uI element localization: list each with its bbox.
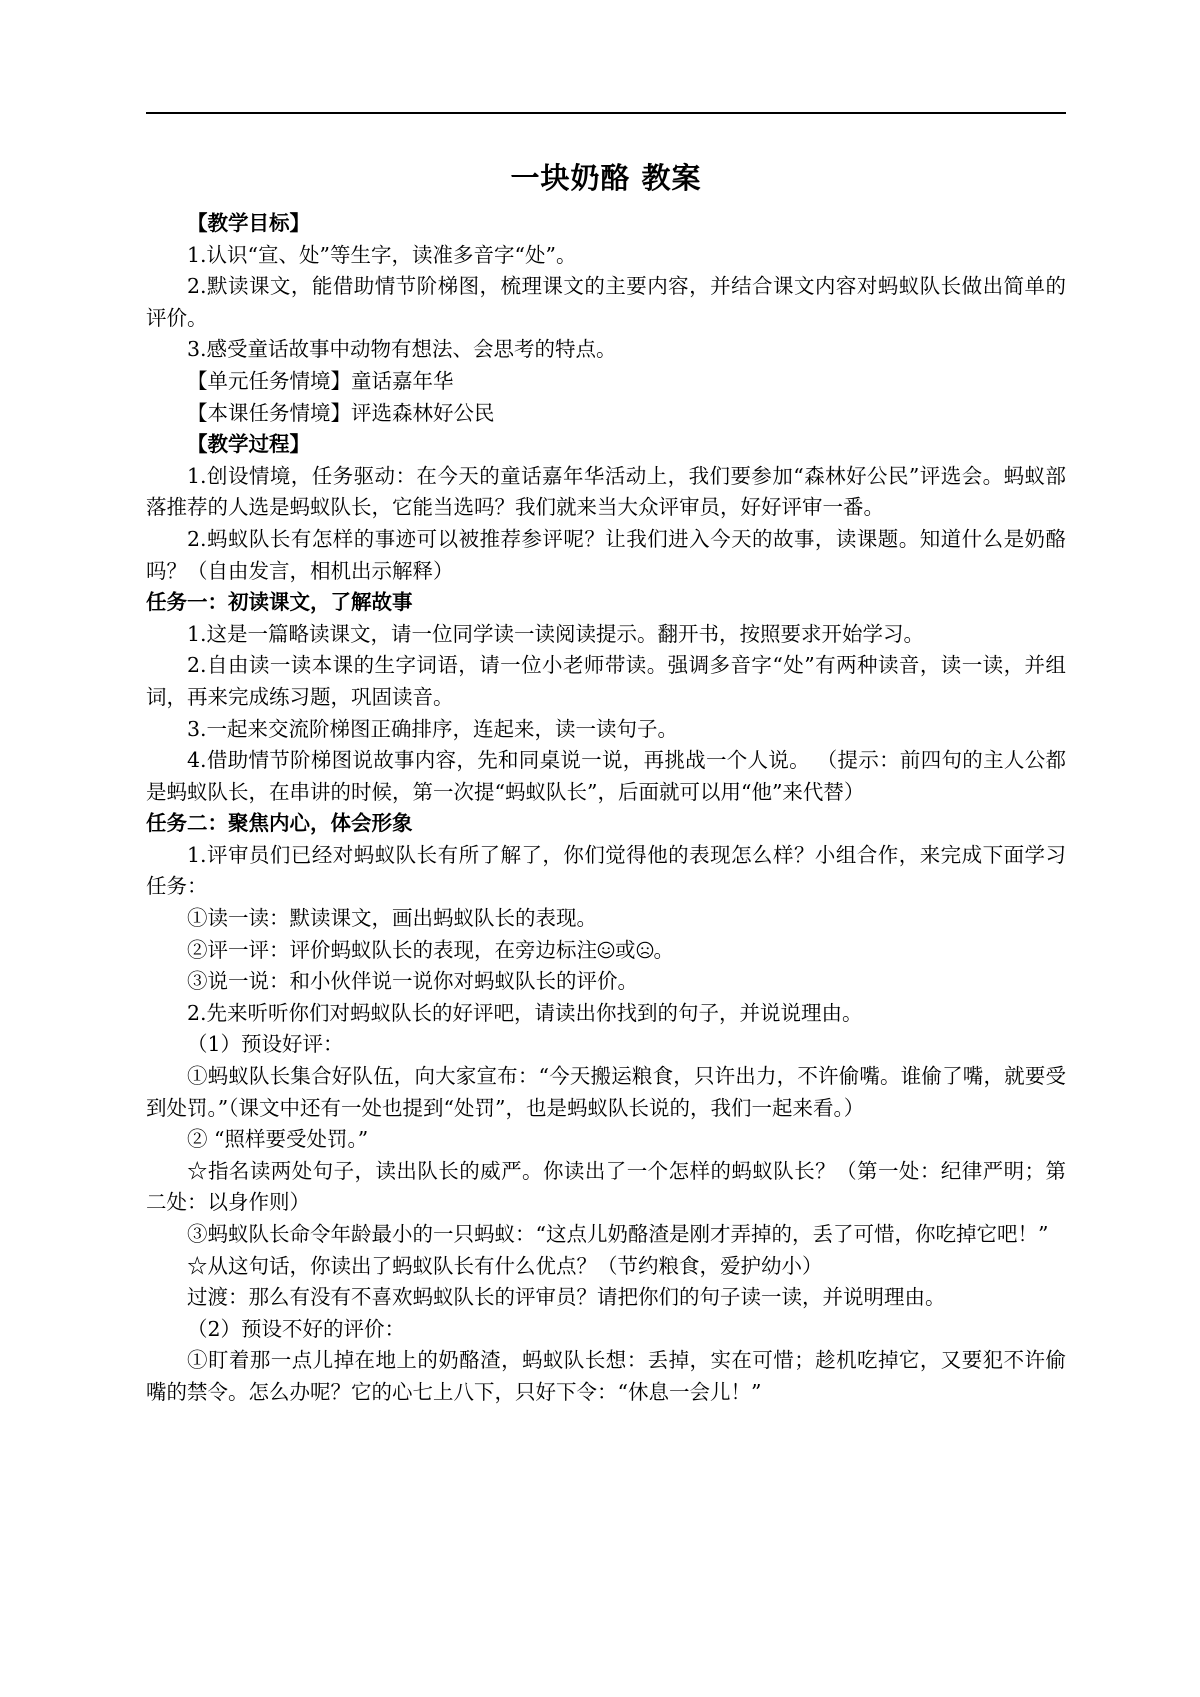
rating-paragraph xyxy=(146,935,1066,967)
paragraph: ☆从这句话，你读出了蚂蚁队长有什么优点？（节约粮食，爱护幼小） xyxy=(187,1253,823,1278)
paragraph: 1.这是一篇略读课文，请一位同学读一读阅读提示。翻开书，按照要求开始学习。 xyxy=(187,621,925,646)
section-heading-process: 【教学过程】 xyxy=(187,432,310,457)
sad-face-icon xyxy=(636,941,654,959)
paragraph: ①读一读：默读课文，画出蚂蚁队长的表现。 xyxy=(187,906,597,931)
smile-face-icon xyxy=(597,941,615,959)
rating-text-middle: 或 xyxy=(615,937,636,962)
paragraph: ①蚂蚁队长集合好队伍，向大家宣布：“今天搬运粮食，只许出力，不许偷嘴。谁偷了嘴，就要受到处罚。”（课文中还有一处也提到“处罚”，也是蚂蚁队长说的，我们一起来看。） xyxy=(146,1064,1066,1120)
paragraph: 2.先来听听你们对蚂蚁队长的好评吧，请读出你找到的句子，并说说理由。 xyxy=(187,1000,863,1025)
page-title: 一块奶酪 教案 xyxy=(510,161,702,195)
paragraph: ② “照样要受处罚。” xyxy=(187,1127,369,1152)
paragraph: 2.默读课文，能借助情节阶梯图，梳理课文的主要内容，并结合课文内容对蚂蚁队长做出简单的评价。 xyxy=(146,274,1066,330)
task-heading-2: 任务二：聚焦内心，体会形象 xyxy=(146,811,413,836)
paragraph: 1.创设情境，任务驱动：在今天的童话嘉年华活动上，我们要参加“森林好公民”评选会。蚂蚁部落推荐的人选是蚂蚁队长，它能当选吗？我们就来当大众评审员，好好评审一番。 xyxy=(146,463,1066,520)
paragraph: 过渡：那么有没有不喜欢蚂蚁队长的评审员？请把你们的句子读一读，并说明理由。 xyxy=(187,1285,946,1310)
paragraph: ①盯着那一点儿掉在地上的奶酪渣，蚂蚁队长想：丢掉，实在可惜；趁机吃掉它，又要犯不许偷嘴的禁令。怎么办呢？它的心七上八下，只好下令：“休息一会儿！” xyxy=(146,1348,1066,1404)
paragraph: 【单元任务情境】童话嘉年华 xyxy=(187,368,454,393)
paragraph: （2）预设不好的评价： xyxy=(187,1316,406,1341)
paragraph: 2.自由读一读本课的生字词语，请一位小老师带读。强调多音字“处”有两种读音，读一读，并组词，再来完成练习题，巩固读音。 xyxy=(146,653,1066,709)
section-heading-objectives: 【教学目标】 xyxy=(187,211,310,235)
paragraph: 2.蚂蚁队长有怎样的事迹可以被推荐参评呢？让我们进入今天的故事，读课题。知道什么是奶酪吗？（自由发言，相机出示解释） xyxy=(146,526,1066,583)
paragraph: 1.评审员们已经对蚂蚁队长有所了解了，你们觉得他的表现怎么样？小组合作，来完成下面学习任务： xyxy=(146,842,1066,899)
paragraph: ③蚂蚁队长命令年龄最小的一只蚂蚁：“这点儿奶酪渣是刚才弄掉的，丢了可惜，你吃掉它吧！” xyxy=(187,1222,1049,1246)
document-body xyxy=(146,208,1066,1409)
rating-text-after: 。 xyxy=(653,937,674,962)
paragraph: 3.感受童话故事中动物有想法、会思考的特点。 xyxy=(187,337,617,362)
paragraph: ③说一说：和小伙伴说一说你对蚂蚁队长的评价。 xyxy=(187,969,638,994)
paragraph: 1.认识“宣、处”等生字，读准多音字“处”。 xyxy=(187,242,577,267)
paragraph: 【本课任务情境】评选森林好公民 xyxy=(187,400,495,425)
paragraph: 4.借助情节阶梯图说故事内容，先和同桌说一说，再挑战一个人说。 （提示：前四句的主人公都是蚂蚁队长，在串讲的时候，第一次提“蚂蚁队长”，后面就可以用“他”来代替） xyxy=(146,748,1066,804)
paragraph: ☆指名读两处句子，读出队长的威严。你读出了一个怎样的蚂蚁队长？（第一处：纪律严明；第二处：以身作则） xyxy=(146,1158,1066,1215)
rating-text-before: ②评一评：评价蚂蚁队长的表现，在旁边标注 xyxy=(187,937,597,962)
paragraph: （1）预设好评： xyxy=(187,1032,344,1057)
task-heading-1: 任务一：初读课文，了解故事 xyxy=(146,590,413,615)
header-rule xyxy=(146,112,1066,114)
paragraph: 3.一起来交流阶梯图正确排序，连起来，读一读句子。 xyxy=(187,716,679,741)
